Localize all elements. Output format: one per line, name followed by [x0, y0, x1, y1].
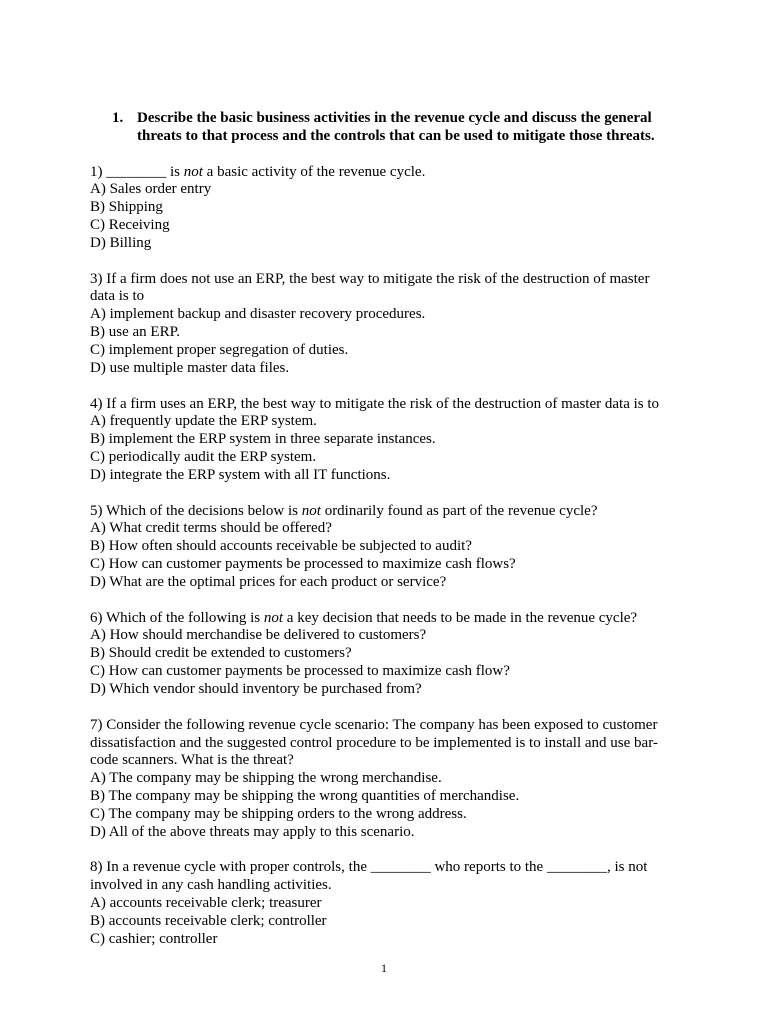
question-4 — [90, 396, 710, 485]
answer-option-b: B) accounts receivable clerk; controller — [90, 912, 327, 929]
question-8 — [90, 859, 710, 948]
answer-option-a: A) Sales order entry — [90, 181, 212, 198]
answer-option-a: A) accounts receivable clerk; treasurer — [90, 895, 322, 912]
page-number: 1 — [381, 961, 387, 975]
answer-option-d: D) use multiple master data files. — [90, 359, 290, 376]
page-content — [90, 110, 710, 967]
stem-text: ordinarily found as part of the revenue cycle? — [320, 502, 598, 519]
emphasis-text: not — [263, 609, 284, 626]
question-stem: dissatisfaction and the suggested control procedure to be implemented is to install and use bar- — [90, 734, 658, 751]
section-heading — [90, 110, 710, 146]
question-stem — [90, 610, 710, 628]
answer-option-a: A) frequently update the ERP system. — [90, 413, 317, 430]
answer-option-c: C) periodically audit the ERP system. — [90, 449, 317, 466]
answer-option-d: D) All of the above threats may apply to this scenario. — [90, 823, 415, 840]
answer-option-a: A) implement backup and disaster recovery procedures. — [90, 306, 426, 323]
answer-option-d: D) Billing — [90, 234, 152, 251]
answer-option-b: B) Should credit be extended to customers? — [90, 645, 352, 662]
stem-text: 1) ________ is — [90, 163, 184, 180]
question-stem: 8) In a revenue cycle with proper controls, the ________ who reports to the ________, is not — [90, 859, 648, 876]
stem-text: 5) Which of the decisions below is — [90, 502, 302, 519]
heading-number: 1. — [112, 110, 124, 126]
answer-option-c: C) cashier; controller — [90, 930, 218, 947]
stem-text: a basic activity of the revenue cycle. — [202, 163, 426, 180]
question-stem — [90, 164, 710, 182]
question-6 — [90, 610, 710, 699]
heading-line: threats to that process and the controls that can be used to mitigate those threats. — [137, 127, 655, 144]
answer-option-c: C) How can customer payments be processed to maximize cash flow? — [90, 663, 510, 680]
question-1 — [90, 164, 710, 253]
question-stem: code scanners. What is the threat? — [90, 752, 294, 769]
answer-option-b: B) use an ERP. — [90, 324, 180, 341]
answer-option-b: B) How often should accounts receivable be subjected to audit? — [90, 538, 472, 555]
question-7 — [90, 717, 710, 842]
answer-option-c: C) The company may be shipping orders to the wrong address. — [90, 805, 467, 822]
answer-option-a: A) What credit terms should be offered? — [90, 520, 332, 537]
question-3 — [90, 271, 710, 378]
question-stem: 4) If a firm uses an ERP, the best way to mitigate the risk of the destruction of master data is to — [90, 395, 660, 412]
question-stem — [90, 503, 710, 521]
heading-line: Describe the basic business activities in the revenue cycle and discuss the general — [137, 110, 652, 126]
emphasis-text: not — [183, 163, 203, 180]
answer-option-d: D) What are the optimal prices for each product or service? — [90, 573, 447, 590]
answer-option-d: D) Which vendor should inventory be purchased from? — [90, 681, 422, 697]
answer-option-c: C) Receiving — [90, 217, 170, 234]
answer-option-b: B) Shipping — [90, 199, 163, 216]
question-stem: data is to — [90, 288, 145, 305]
question-stem: 7) Consider the following revenue cycle scenario: The company has been exposed to customer — [90, 716, 658, 733]
question-stem: 3) If a firm does not use an ERP, the best way to mitigate the risk of the destruction of master — [90, 270, 650, 287]
stem-text: a key decision that needs to be made in the revenue cycle? — [283, 609, 638, 626]
answer-option-a: A) The company may be shipping the wrong merchandise. — [90, 770, 442, 787]
question-5 — [90, 503, 710, 592]
answer-option-b: B) The company may be shipping the wrong quantities of merchandise. — [90, 788, 520, 805]
answer-option-a: A) How should merchandise be delivered to customers? — [90, 627, 427, 644]
answer-option-d: D) integrate the ERP system with all IT functions. — [90, 466, 391, 483]
answer-option-b: B) implement the ERP system in three separate instances. — [90, 431, 436, 448]
stem-text: 6) Which of the following is — [90, 609, 264, 626]
answer-option-c: C) implement proper segregation of duties. — [90, 341, 349, 358]
question-stem: involved in any cash handling activities. — [90, 877, 332, 894]
answer-option-c: C) How can customer payments be processed to maximize cash flows? — [90, 556, 516, 573]
emphasis-text: not — [301, 502, 321, 519]
